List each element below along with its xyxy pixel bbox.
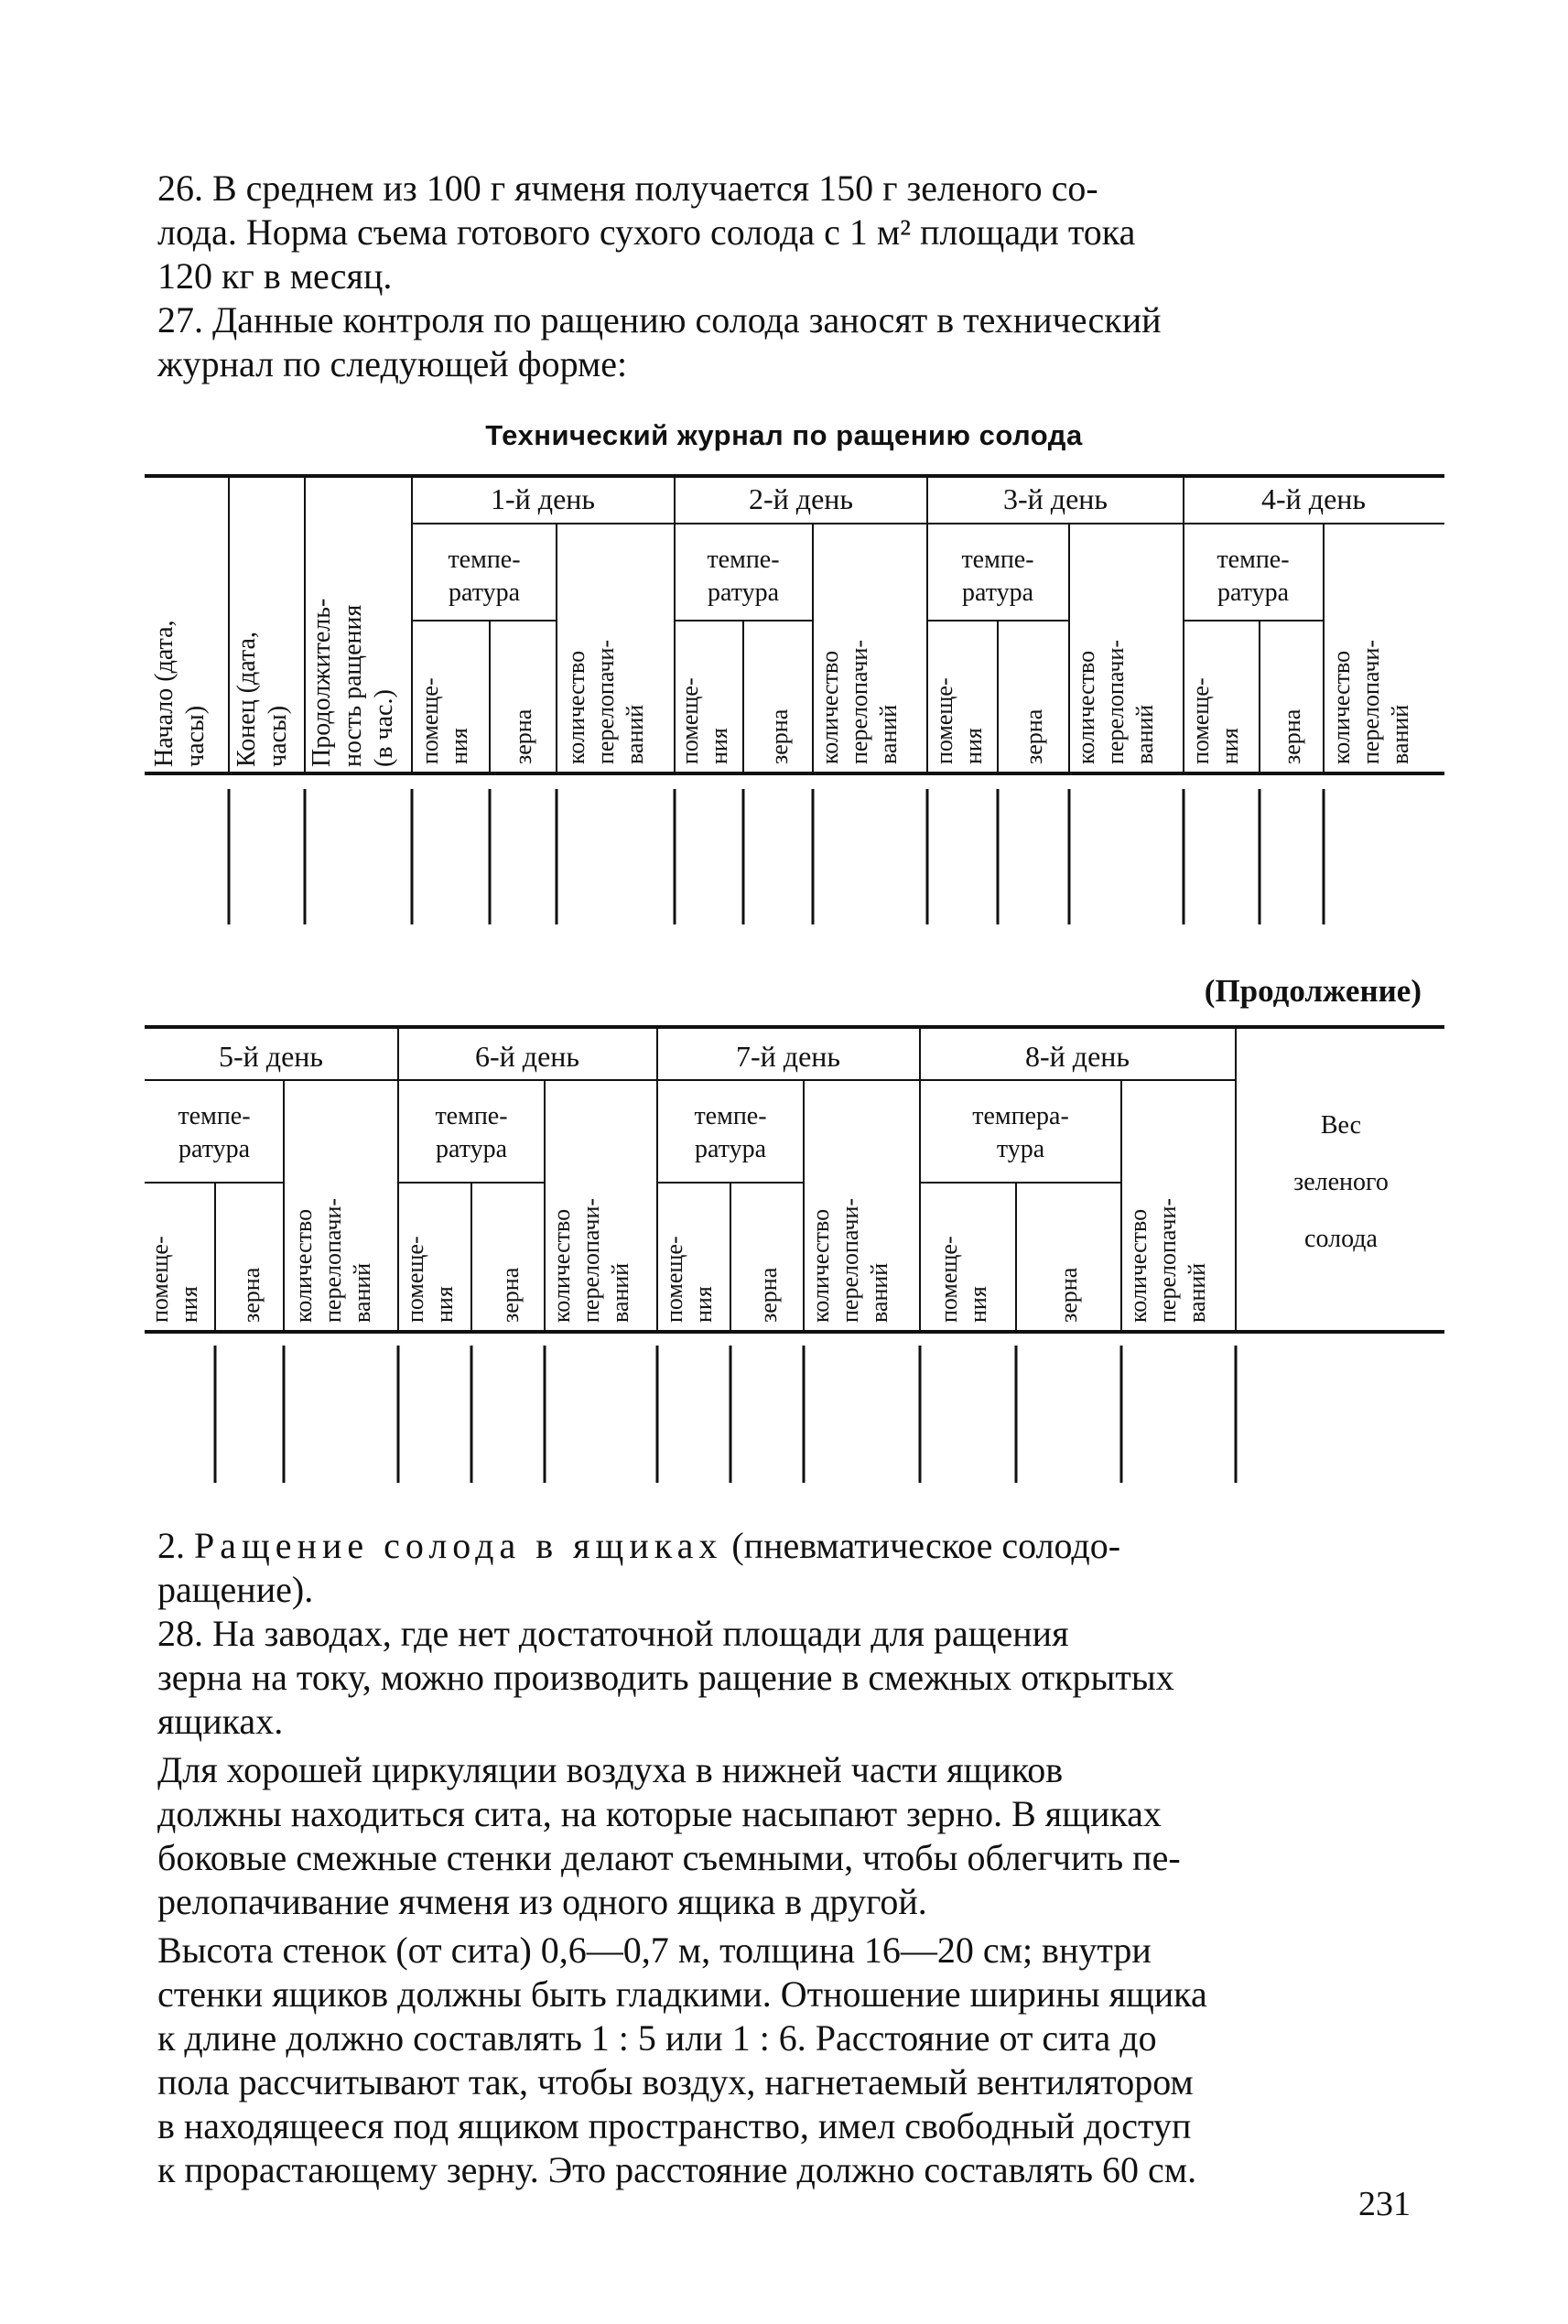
paragraph-26-line-2: лода. Норма съема готового сухого солода с 1 м² площади тока xyxy=(157,211,1136,253)
turn-label: ваний xyxy=(866,1262,892,1323)
paragraph-27-line-1: 27. Данные контроля по ращению солода заносят в технический xyxy=(157,299,1162,340)
paragraph-height-line-3: к длине должно составлять 1 : 5 или 1 : 6. Расстояние от сита до xyxy=(157,2017,1157,2059)
room-label: ния xyxy=(690,1286,717,1323)
turn-label: перелопачи- xyxy=(837,1197,863,1323)
temp-label: ратура xyxy=(178,1135,250,1163)
turn-label: перелопачи- xyxy=(1154,1197,1181,1323)
room-label: помеще- xyxy=(676,677,703,764)
turn-label: перелопачи- xyxy=(578,1197,604,1323)
grain-label: зерна xyxy=(1279,708,1305,764)
grain-label: зерна xyxy=(766,708,793,764)
room-label: ния xyxy=(965,1286,991,1323)
temp-label: темпе- xyxy=(1217,546,1290,574)
room-label: помеще- xyxy=(416,677,443,764)
grain-label: зерна xyxy=(238,1267,265,1323)
col-duration-label: ность ращения xyxy=(339,604,367,767)
paragraph-circulation-line-3: боковые смежные стенки делают съемными, чтобы облегчить пе- xyxy=(157,1837,1181,1878)
temp-label: ратура xyxy=(695,1135,766,1163)
paragraph-circulation-line-4: релопачивание ячменя из одного ящика в другой. xyxy=(157,1881,927,1922)
section-2-heading xyxy=(157,1524,1439,1568)
section-2-heading-line-2: ращение). xyxy=(157,1569,314,1610)
room-label: помеще- xyxy=(402,1236,428,1323)
section-number: 2. xyxy=(157,1525,185,1566)
temp-label: темпе- xyxy=(707,546,780,574)
temp-label: тура xyxy=(996,1135,1045,1163)
paragraph-circulation-line-1: Для хорошей циркуляции воздуха в нижней части ящиков xyxy=(157,1749,1064,1790)
day-8-header: 8-й день xyxy=(1025,1040,1130,1073)
turn-label: ваний xyxy=(622,704,648,764)
day-6-header: 6-й день xyxy=(475,1040,579,1073)
turn-label: ваний xyxy=(875,704,902,764)
room-label: ния xyxy=(176,1286,202,1323)
paragraph-26-line-1: 26. В среднем из 100 г ячменя получается 150 г зеленого со- xyxy=(157,168,1098,209)
paragraph-26-line-3: 120 кг в месяц. xyxy=(157,255,393,297)
turn-label: ваний xyxy=(1131,704,1158,764)
day-4-header: 4-й день xyxy=(1261,482,1366,515)
temp-label: темпе- xyxy=(435,1102,508,1130)
temp-label: ратура xyxy=(962,578,1033,607)
room-label: ния xyxy=(960,728,987,764)
turn-label: количество xyxy=(1328,650,1355,764)
room-label: ния xyxy=(446,728,472,764)
turn-label: ваний xyxy=(1184,1262,1210,1323)
paragraph-height-line-6: к прорастающему зерну. Это расстояние должно составлять 60 см. xyxy=(157,2149,1197,2190)
weight-label: Вес xyxy=(1320,1111,1362,1140)
paragraph-height-line-4: пола рассчитывают так, чтобы воздух, нагнетаемый вентилятором xyxy=(157,2061,1194,2102)
day-3-header: 3-й день xyxy=(1003,482,1108,515)
day-5-header: 5-й день xyxy=(219,1040,323,1073)
col-duration-label: (в час.) xyxy=(370,689,398,767)
col-start-label: часы) xyxy=(181,705,210,767)
temp-label: темпе- xyxy=(178,1102,251,1130)
grain-label: зерна xyxy=(510,708,536,764)
paragraph-27-line-2: журнал по следующей форме: xyxy=(157,343,628,384)
day-7-header: 7-й день xyxy=(736,1040,840,1073)
day-1-header: 1-й день xyxy=(491,482,595,515)
section-title: Ращение солода в ящиках xyxy=(194,1525,723,1566)
paragraph-height-line-2: стенки ящиков должны быть гладкими. Отношение ширины ящика xyxy=(157,1973,1207,2015)
turn-label: количество xyxy=(548,1208,575,1323)
temp-label: ратура xyxy=(1217,578,1289,607)
page-number: 231 xyxy=(1358,2185,1411,2223)
turn-label: количество xyxy=(1073,650,1099,764)
col-start-label: Начало (дата, xyxy=(150,620,178,767)
room-label: ния xyxy=(706,728,732,764)
day-2-header: 2-й день xyxy=(749,482,853,515)
temp-label: ратура xyxy=(449,578,520,607)
temp-label: темпе- xyxy=(694,1102,767,1130)
paragraph-28-line-2: зерна на току, можно производить ращение в смежных открытых xyxy=(157,1657,1174,1698)
room-label: ния xyxy=(431,1286,458,1323)
turn-label: перелопачи- xyxy=(319,1197,346,1323)
temp-label: темпе- xyxy=(961,546,1034,574)
turn-label: количество xyxy=(563,650,589,764)
paragraph-28-line-1: 28. На заводах, где нет достаточной площади для ращения xyxy=(157,1613,1069,1654)
room-label: помеще- xyxy=(931,677,957,764)
turn-label: перелопачи- xyxy=(592,639,619,764)
turn-label: количество xyxy=(290,1208,317,1323)
turn-label: количество xyxy=(816,650,843,764)
col-end-label: часы) xyxy=(264,705,292,767)
room-label: помеще- xyxy=(146,1236,173,1323)
turn-label: перелопачи- xyxy=(846,639,872,764)
col-end-label: Конец (дата, xyxy=(232,632,261,767)
turn-label: ваний xyxy=(607,1262,633,1323)
turn-label: количество xyxy=(807,1208,834,1323)
paragraph-circulation-line-2: должны находиться сита, на которые насыпают зерно. В ящиках xyxy=(157,1793,1162,1834)
turn-label: перелопачи- xyxy=(1357,639,1384,764)
temp-label: темпе- xyxy=(448,546,521,574)
paragraph-height-line-1: Высота стенок (от сита) 0,6—0,7 м, толщина 16—20 см; внутри xyxy=(157,1929,1152,1971)
paragraph-28-line-3: ящиках. xyxy=(157,1701,284,1742)
weight-label: зеленого xyxy=(1293,1168,1389,1196)
weight-label: солода xyxy=(1304,1225,1378,1253)
turn-label: количество xyxy=(1125,1208,1152,1323)
temp-label: темпера- xyxy=(972,1102,1069,1130)
turn-label: перелопачи- xyxy=(1102,639,1129,764)
room-label: помеще- xyxy=(935,1236,962,1323)
table-caption: Технический журнал по ращению солода xyxy=(485,419,1083,451)
temp-label: ратура xyxy=(436,1135,507,1163)
grain-label: зерна xyxy=(755,1267,782,1323)
paragraph-height-line-5: в находящееся под ящиком пространство, имел свободный доступ xyxy=(157,2105,1192,2146)
temp-label: ратура xyxy=(708,578,779,607)
room-label: ния xyxy=(1217,728,1243,764)
grain-label: зерна xyxy=(497,1267,524,1323)
col-duration-label: Продолжитель- xyxy=(308,598,336,767)
room-label: помеще- xyxy=(1187,677,1214,764)
turn-label: ваний xyxy=(1387,704,1413,764)
grain-label: зерна xyxy=(1021,708,1047,764)
section-subtitle: (пневматическое солодо- xyxy=(731,1525,1121,1566)
continuation-label: (Продолжение) xyxy=(1204,973,1422,1009)
turn-label: ваний xyxy=(349,1262,375,1323)
room-label: помеще- xyxy=(661,1236,687,1323)
grain-label: зерна xyxy=(1055,1267,1082,1323)
